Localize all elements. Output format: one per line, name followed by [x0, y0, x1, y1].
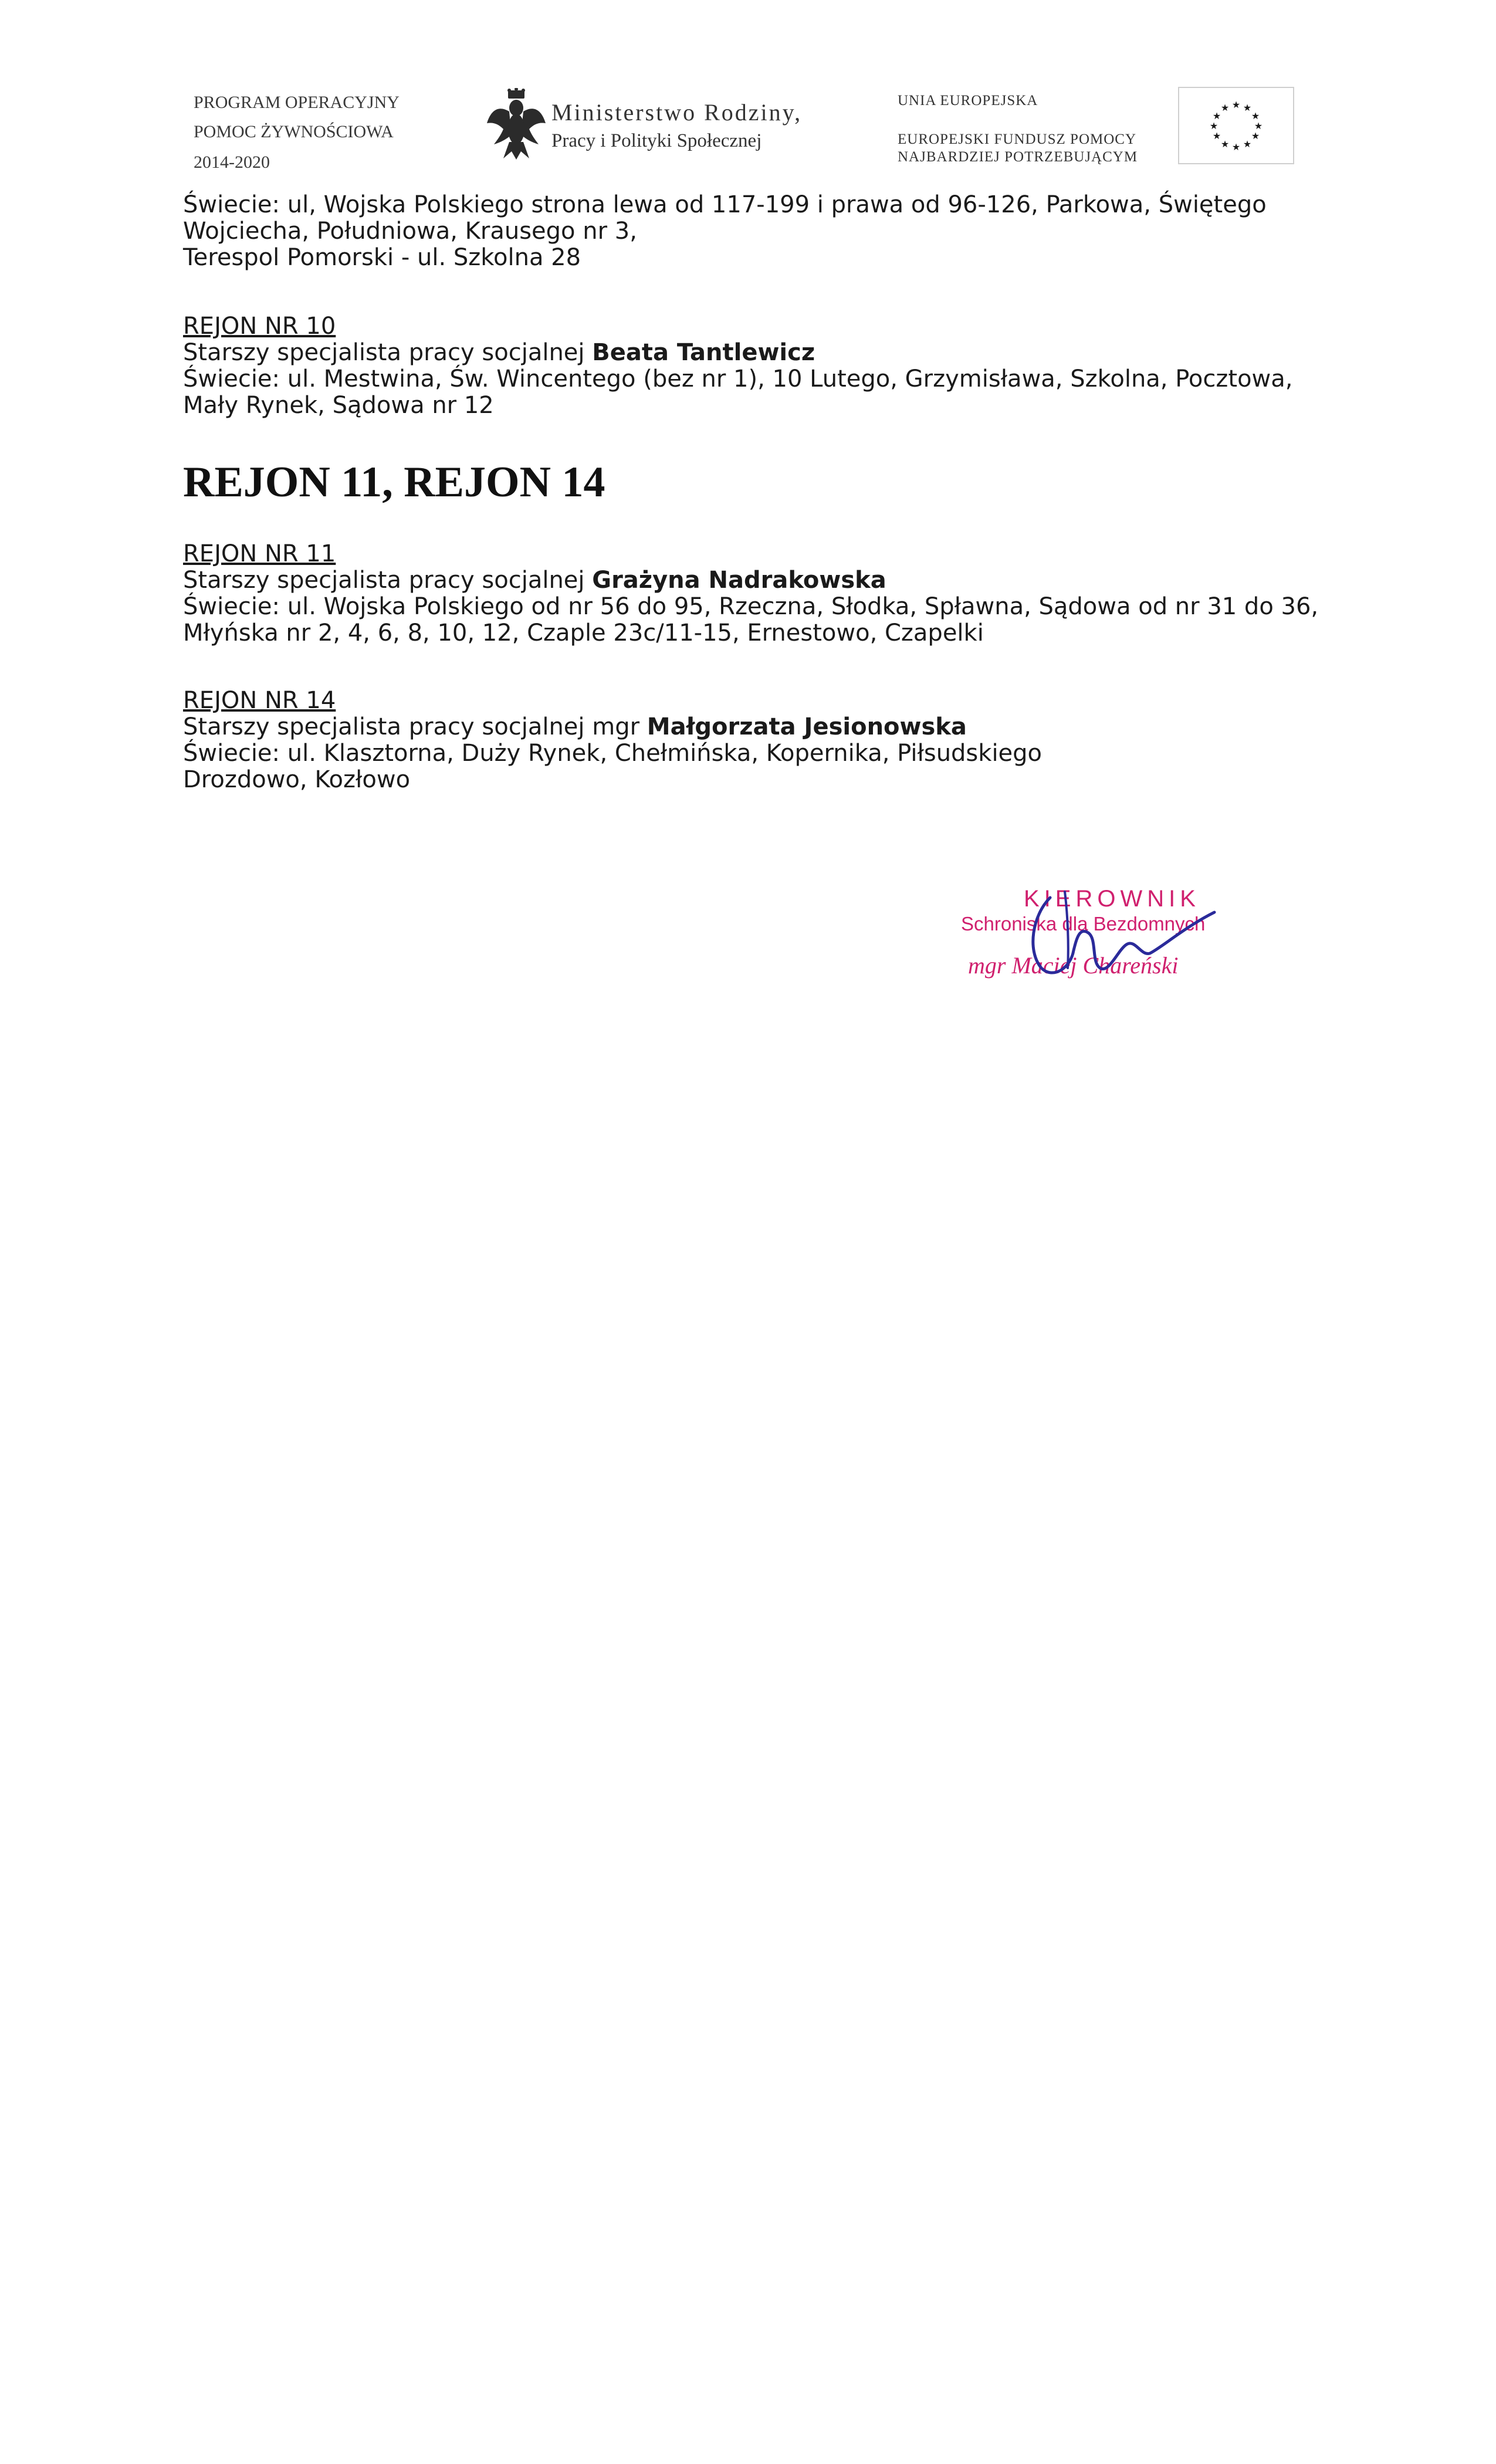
region-11-role: Starszy specjalista pracy socjalnej	[183, 567, 585, 594]
region-10-heading: REJON NR 10	[183, 313, 336, 340]
svg-text:★: ★	[1220, 138, 1230, 150]
svg-text:★: ★	[1254, 120, 1263, 131]
eu-fund-line1: EUROPEJSKI FUNDUSZ POMOCY	[898, 131, 1137, 147]
program-years: 2014-2020	[194, 153, 270, 172]
region-14-line-2: Drozdowo, Kozłowo	[183, 766, 411, 793]
stamp-organization: Schroniska dla Bezdomnych	[961, 913, 1206, 935]
program-title-line2: POMOC ŻYWNOŚCIOWA	[194, 122, 394, 141]
region-10-name: Beata Tantlewicz	[592, 339, 815, 366]
intro-line-2: Wojciecha, Południowa, Krausego nr 3,	[183, 218, 637, 245]
region-10-role: Starszy specjalista pracy socjalnej	[183, 339, 585, 366]
region-10-line-2: Mały Rynek, Sądowa nr 12	[183, 392, 494, 419]
region-14-line-1: Świecie: ul. Klasztorna, Duży Rynek, Chełmińska, Kopernika, Piłsudskiego	[183, 740, 1043, 767]
ministry-line2: Pracy i Polityki Społecznej	[551, 130, 762, 151]
svg-text:★: ★	[1209, 120, 1219, 131]
stamp-title: KIEROWNIK	[1024, 886, 1200, 912]
handwritten-signature-icon	[1009, 880, 1232, 997]
svg-text:★: ★	[1251, 110, 1260, 121]
region-11-line-2: Młyńska nr 2, 4, 6, 8, 10, 12, Czaple 23c/11-15, Ernestowo, Czapelki	[183, 620, 984, 647]
region-11-name: Grażyna Nadrakowska	[592, 567, 886, 594]
region-14-role: Starszy specjalista pracy socjalnej mgr	[183, 713, 640, 740]
svg-text:★: ★	[1231, 99, 1241, 110]
region-14-worker	[183, 713, 967, 741]
region-10-line-1: Świecie: ul. Mestwina, Św. Wincentego (bez nr 1), 10 Lutego, Grzymisława, Szkolna, Pocztowa,	[183, 365, 1293, 392]
region-14-heading: REJON NR 14	[183, 687, 336, 714]
stamp-person: mgr Maciej Chareński	[968, 952, 1179, 979]
region-11-line-1: Świecie: ul. Wojska Polskiego od nr 56 do 95, Rzeczna, Słodka, Spławna, Sądowa od nr 31 do 36,	[183, 593, 1319, 620]
svg-text:★: ★	[1251, 130, 1260, 141]
svg-text:★: ★	[1212, 110, 1221, 121]
intro-line-3: Terespol Pomorski - ul. Szkolna 28	[183, 244, 581, 271]
program-title-line1: PROGRAM OPERACYJNY	[194, 93, 400, 112]
svg-text:★: ★	[1231, 141, 1241, 153]
polish-eagle-emblem-icon	[486, 88, 547, 161]
ministry-line1: Ministerstwo Rodziny,	[551, 99, 803, 126]
eu-flag	[1178, 87, 1294, 164]
region-14-name: Małgorzata Jesionowska	[647, 713, 967, 740]
svg-text:★: ★	[1220, 102, 1230, 113]
svg-text:★: ★	[1243, 102, 1252, 113]
svg-text:★: ★	[1243, 138, 1252, 150]
eu-stars-icon	[1179, 88, 1293, 163]
eu-fund-line2: NAJBARDZIEJ POTRZEBUJĄCYM	[898, 149, 1138, 165]
region-10-worker	[183, 339, 815, 367]
eu-union-label: UNIA EUROPEJSKA	[898, 93, 1038, 109]
region-11-worker	[183, 566, 886, 594]
section-title: REJON 11, REJON 14	[183, 458, 605, 506]
svg-text:★: ★	[1212, 130, 1221, 141]
region-11-heading: REJON NR 11	[183, 540, 336, 567]
intro-line-1: Świecie: ul, Wojska Polskiego strona lewa od 117-199 i prawa od 96-126, Parkowa, Świętego	[183, 191, 1267, 218]
